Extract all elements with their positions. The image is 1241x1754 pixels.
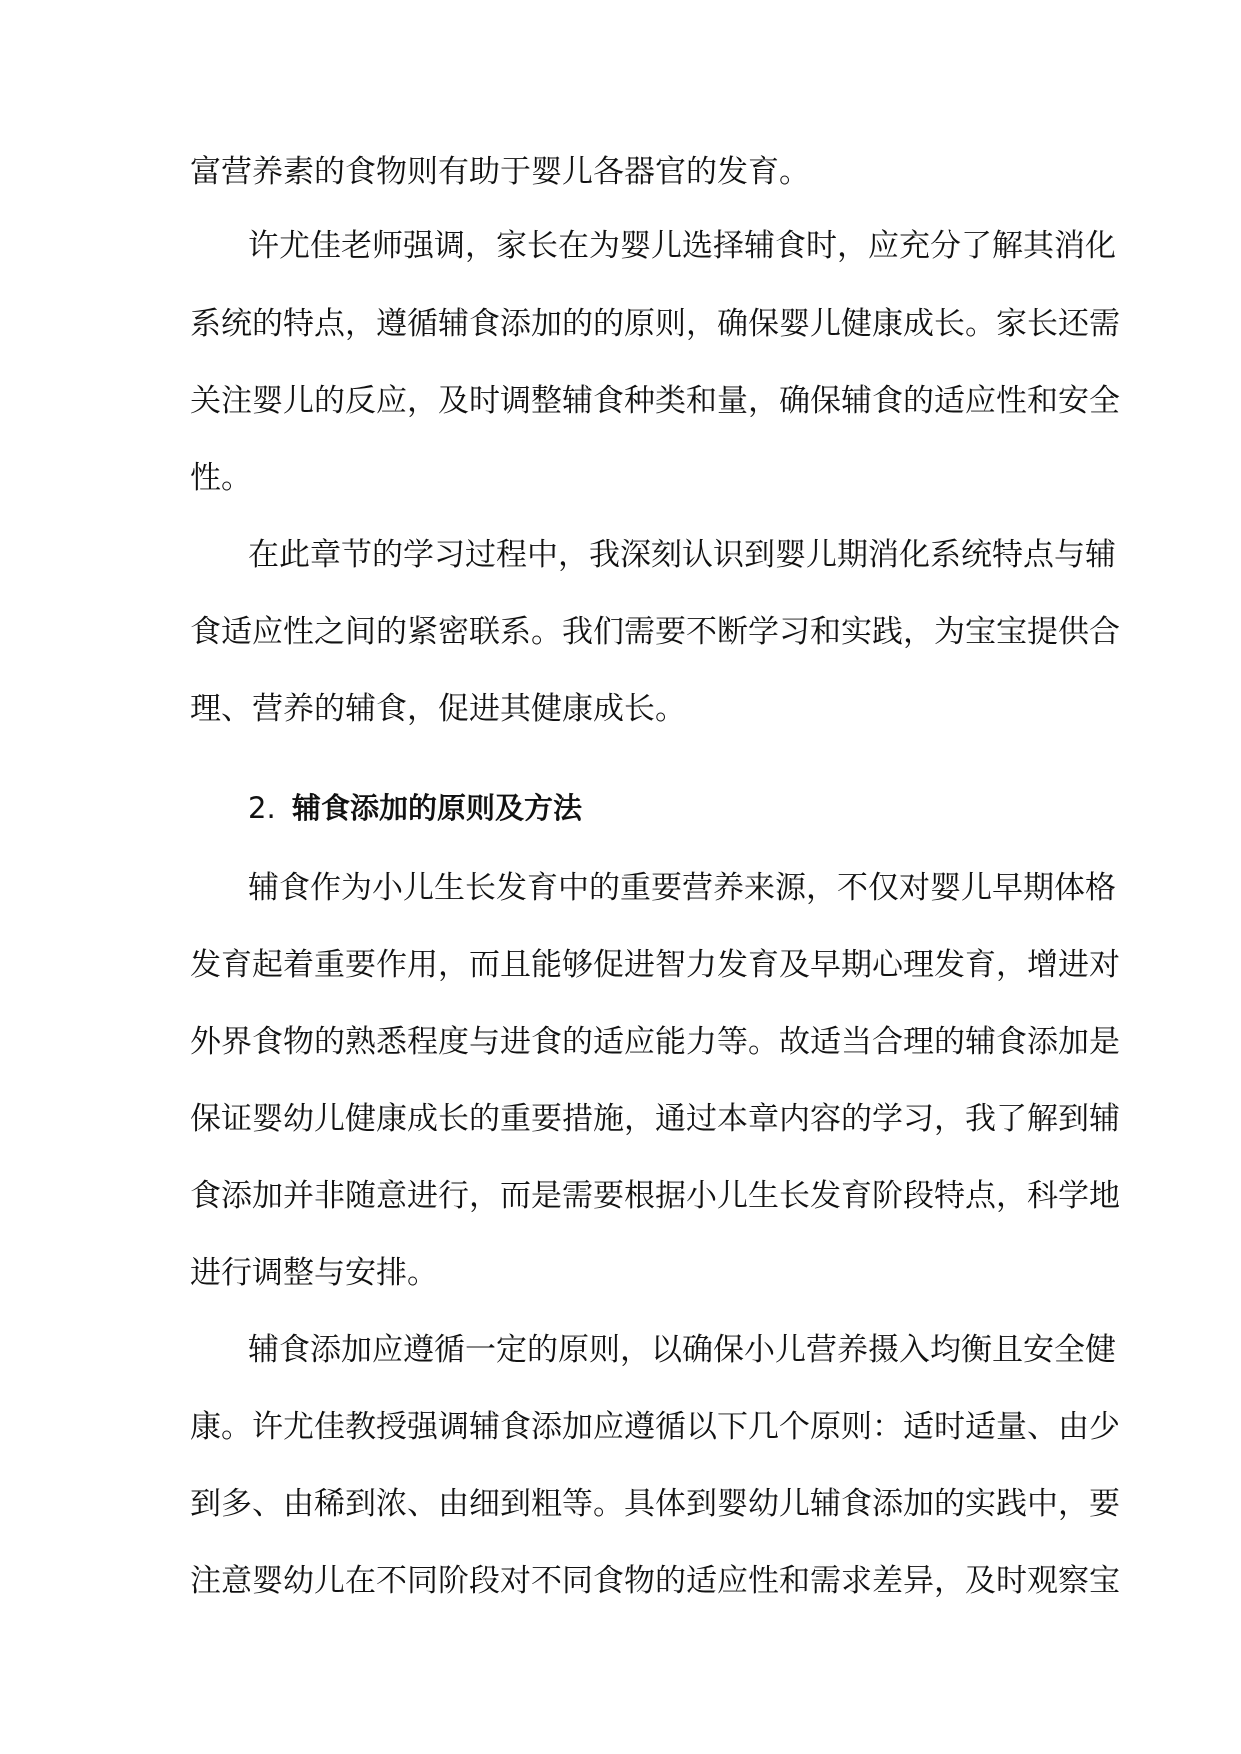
para5-line-1: 辅食添加应遵循一定的原则，以确保小儿营养摄入均衡且安全健 xyxy=(248,1332,1116,1368)
para5-line-4: 注意婴幼儿在不同阶段对不同食物的适应性和需求差异，及时观察宝 xyxy=(190,1563,1120,1599)
section-title: 辅食添加的原则及方法 xyxy=(292,791,583,825)
para3-line-3: 理、营养的辅食，促进其健康成长。 xyxy=(190,691,686,727)
para2-line-4: 性。 xyxy=(190,460,252,496)
para2-line-3: 关注婴儿的反应，及时调整辅食种类和量，确保辅食的适应性和安全 xyxy=(190,383,1120,419)
para4-line-1: 辅食作为小儿生长发育中的重要营养来源，不仅对婴儿早期体格 xyxy=(248,870,1116,906)
para2-line-1: 许尤佳老师强调，家长在为婴儿选择辅食时，应充分了解其消化 xyxy=(248,228,1116,264)
para2-line-2: 系统的特点，遵循辅食添加的的原则，确保婴儿健康成长。家长还需 xyxy=(190,306,1120,342)
section-heading xyxy=(248,788,582,828)
para1-line-1: 富营养素的食物则有助于婴儿各器官的发育。 xyxy=(190,154,810,190)
para4-line-3: 外界食物的熟悉程度与进食的适应能力等。故适当合理的辅食添加是 xyxy=(190,1024,1120,1060)
para4-line-5: 食添加并非随意进行，而是需要根据小儿生长发育阶段特点，科学地 xyxy=(190,1178,1120,1214)
para5-line-2: 康。许尤佳教授强调辅食添加应遵循以下几个原则：适时适量、由少 xyxy=(190,1409,1120,1445)
para3-line-2: 食适应性之间的紧密联系。我们需要不断学习和实践，为宝宝提供合 xyxy=(190,614,1120,650)
para4-line-6: 进行调整与安排。 xyxy=(190,1255,438,1291)
para4-line-2: 发育起着重要作用，而且能够促进智力发育及早期心理发育，增进对 xyxy=(190,947,1120,983)
para4-line-4: 保证婴幼儿健康成长的重要措施，通过本章内容的学习，我了解到辅 xyxy=(190,1101,1120,1137)
para5-line-3: 到多、由稀到浓、由细到粗等。具体到婴幼儿辅食添加的实践中，要 xyxy=(190,1486,1120,1522)
para3-line-1: 在此章节的学习过程中，我深刻认识到婴儿期消化系统特点与辅 xyxy=(248,537,1116,573)
section-number: 2. xyxy=(248,791,276,825)
